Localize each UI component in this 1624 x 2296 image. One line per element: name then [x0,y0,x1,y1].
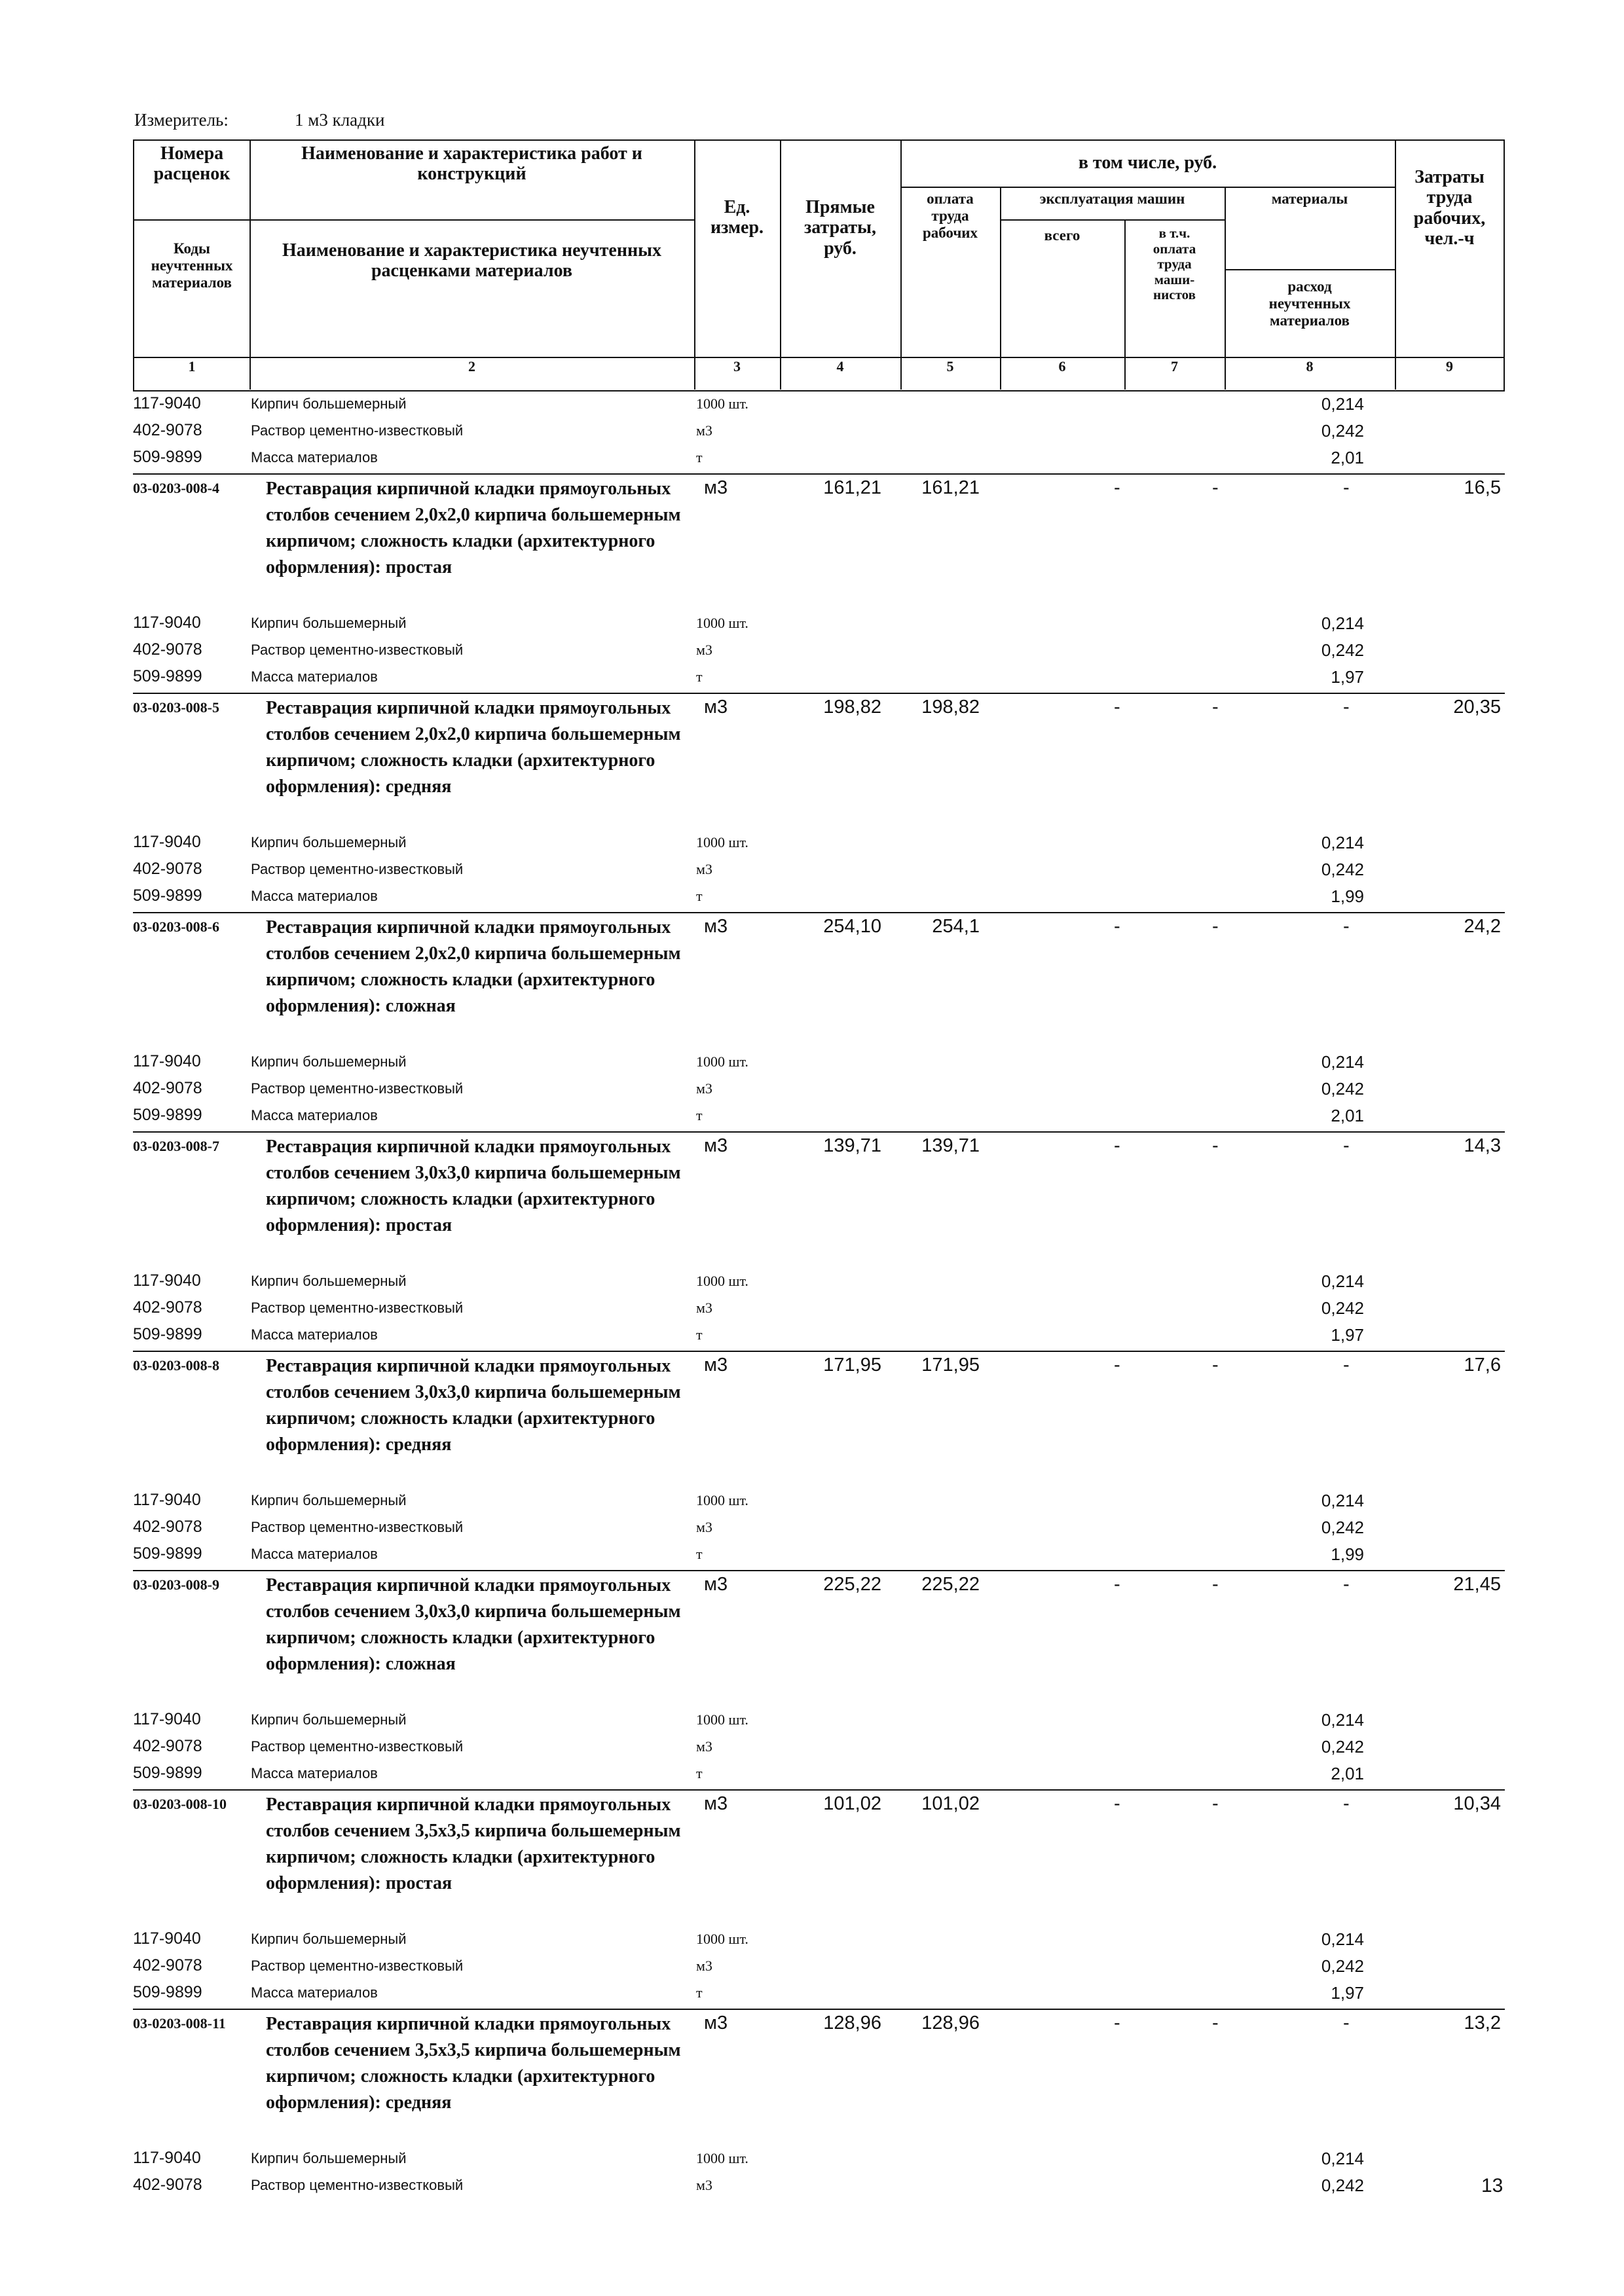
material-row [133,611,1505,638]
machines-total: - [1114,1574,1120,1595]
material-name: Масса материалов [251,449,378,465]
position-name: Реставрация кирпичной кладки прямоугольных столбов сечением 2,0x2,0 кирпича большемерным кирпичом; сложность кладки (архитектурного оформления): сложная [266,917,681,1016]
direct-costs: 254,10 [823,916,881,937]
material-row [133,857,1505,884]
position-code: 03-0203-008-11 [133,2015,226,2032]
material-consumption: 0,242 [1321,1737,1364,1757]
row-separator [133,473,1505,475]
wages: 171,95 [921,1355,980,1376]
material-name: Раствор цементно-известковый [251,1519,464,1535]
material-row [133,830,1505,857]
col-number: 4 [836,358,844,374]
position-code: 03-0203-008-5 [133,699,219,716]
labor-costs: 24,2 [1464,916,1501,937]
materials-cost: - [1343,1793,1350,1814]
machines-wages: - [1212,2013,1219,2033]
material-consumption: 0,242 [1321,421,1364,441]
direct-costs: 171,95 [823,1355,881,1376]
wages: 161,21 [921,477,980,498]
labor-costs: 16,5 [1464,477,1501,498]
material-name: Раствор цементно-известковый [251,1300,464,1316]
material-consumption: 0,214 [1321,613,1364,633]
material-unit: т [696,1107,703,1123]
machines-wages: - [1212,477,1219,498]
material-row [133,1707,1505,1734]
material-row [133,1734,1505,1761]
material-unit: т [696,1546,703,1562]
header-col1-top: Номера расценок [153,143,231,185]
material-unit: м3 [696,2177,712,2193]
material-consumption: 1,99 [1331,886,1364,906]
material-row [133,884,1505,911]
material-row [133,392,1505,418]
position-name: Реставрация кирпичной кладки прямоугольных столбов сечением 3,0x3,0 кирпича большемерным кирпичом; сложность кладки (архитектурного оформления): средняя [266,1356,681,1455]
position-name: Реставрация кирпичной кладки прямоугольных столбов сечением 3,5x3,5 кирпича большемерным кирпичом; сложность кладки (архитектурного оформления): простая [266,1795,681,1893]
position-unit: м3 [704,1574,728,1595]
material-name: Кирпич большемерный [251,395,407,412]
material-consumption: 0,214 [1321,1271,1364,1291]
material-code: 117-9040 [133,1929,201,1948]
header-wages: оплата труда рабочих [922,191,978,241]
meter-line [134,110,384,130]
header-labor: Затраты труда рабочих, чел.-ч [1413,167,1486,249]
labor-costs: 10,34 [1453,1793,1501,1814]
material-unit: 1000 шт. [696,1492,748,1508]
material-consumption: 0,242 [1321,1518,1364,1537]
material-row [133,1103,1505,1130]
material-code: 117-9040 [133,394,201,412]
material-consumption: 2,01 [1331,1764,1364,1783]
material-unit: 1000 шт. [696,1711,748,1728]
position-code: 03-0203-008-9 [133,1576,219,1593]
material-code: 402-9078 [133,860,202,878]
material-unit: м3 [696,1958,712,1974]
col-number: 3 [733,358,741,374]
position-unit: м3 [704,1135,728,1156]
position-unit: м3 [704,1355,728,1376]
material-unit: т [696,888,703,904]
material-code: 117-9040 [133,1710,201,1728]
material-row [133,1542,1505,1569]
position-row [133,915,1505,1049]
direct-costs: 225,22 [823,1574,881,1595]
col-number: 5 [946,358,954,374]
material-name: Масса материалов [251,1984,378,2001]
material-row [133,1269,1505,1296]
material-code: 402-9078 [133,1737,202,1755]
materials-cost: - [1343,477,1350,498]
machines-total: - [1114,477,1120,498]
material-unit: 1000 шт. [696,1053,748,1070]
material-unit: м3 [696,1519,712,1535]
material-code: 509-9899 [133,667,202,685]
position-row [133,1573,1505,1707]
material-name: Масса материалов [251,668,378,685]
machines-total: - [1114,2013,1120,2033]
material-name: Масса материалов [251,1546,378,1562]
labor-costs: 21,45 [1453,1574,1501,1595]
material-row [133,1296,1505,1322]
direct-costs: 161,21 [823,477,881,498]
material-code: 402-9078 [133,1298,202,1317]
material-consumption: 0,242 [1321,640,1364,660]
header-direct: Прямые затраты, руб. [803,197,877,259]
material-code: 402-9078 [133,421,202,439]
col-number: 7 [1171,358,1178,374]
material-code: 402-9078 [133,2176,202,2194]
position-code: 03-0203-008-6 [133,919,219,935]
material-consumption: 0,214 [1321,1052,1364,1072]
position-row [133,476,1505,611]
row-separator [133,2009,1505,2010]
material-consumption: 0,214 [1321,1710,1364,1730]
material-row [133,1049,1505,1076]
machines-total: - [1114,697,1120,718]
row-separator [133,1131,1505,1133]
material-name: Кирпич большемерный [251,2150,407,2166]
material-name: Кирпич большемерный [251,834,407,850]
material-consumption: 2,01 [1331,1106,1364,1125]
machines-wages: - [1212,1793,1219,1814]
material-name: Кирпич большемерный [251,1711,407,1728]
material-row [133,1761,1505,1788]
direct-costs: 198,82 [823,697,881,718]
material-name: Раствор цементно-известковый [251,1080,464,1097]
material-name: Кирпич большемерный [251,1931,407,1947]
header-incl: в том числе, руб. [1078,153,1217,173]
header-unit: Ед. измер. [710,197,764,238]
direct-costs: 139,71 [823,1135,881,1156]
material-code: 402-9078 [133,640,202,659]
position-row [133,695,1505,830]
material-name: Раствор цементно-известковый [251,422,464,439]
material-code: 509-9899 [133,1325,202,1343]
material-consumption: 0,214 [1321,394,1364,414]
machines-total: - [1114,1793,1120,1814]
materials-cost: - [1343,916,1350,937]
material-name: Кирпич большемерный [251,1053,407,1070]
material-unit: 1000 шт. [696,1273,748,1289]
machines-wages: - [1212,916,1219,937]
material-row [133,1515,1505,1542]
material-row [133,1076,1505,1103]
col-number: 1 [188,358,196,374]
position-code: 03-0203-008-8 [133,1357,219,1374]
labor-costs: 20,35 [1453,697,1501,718]
material-row [133,665,1505,691]
material-unit: 1000 шт. [696,834,748,850]
material-consumption: 0,242 [1321,1956,1364,1976]
material-row [133,2173,1505,2200]
material-code: 509-9899 [133,1764,202,1782]
wages: 101,02 [921,1793,980,1814]
machines-wages: - [1212,1574,1219,1595]
position-unit: м3 [704,697,728,718]
meter-label: Измеритель: [134,110,229,130]
position-row [133,1134,1505,1269]
material-code: 117-9040 [133,1052,201,1070]
position-row [133,1792,1505,1927]
material-code: 402-9078 [133,1079,202,1097]
material-unit: м3 [696,861,712,877]
material-name: Раствор цементно-известковый [251,642,464,658]
material-code: 402-9078 [133,1956,202,1975]
material-row [133,638,1505,665]
position-name: Реставрация кирпичной кладки прямоугольных столбов сечением 3,0x3,0 кирпича большемерным кирпичом; сложность кладки (архитектурного оформления): простая [266,1137,681,1235]
wages: 128,96 [921,2013,980,2033]
position-code: 03-0203-008-7 [133,1138,219,1154]
material-unit: т [696,1326,703,1343]
material-unit: т [696,668,703,685]
material-consumption: 0,242 [1321,2176,1364,2195]
material-row [133,418,1505,445]
material-name: Раствор цементно-известковый [251,1738,464,1755]
materials-cost: - [1343,1135,1350,1156]
wages: 198,82 [921,697,980,718]
material-name: Масса материалов [251,1107,378,1123]
material-code: 509-9899 [133,886,202,905]
material-name: Кирпич большемерный [251,1492,407,1508]
wages: 254,1 [932,916,980,937]
material-name: Раствор цементно-известковый [251,2177,464,2193]
material-name: Раствор цементно-известковый [251,1958,464,1974]
material-unit: т [696,1984,703,2001]
labor-costs: 14,3 [1464,1135,1501,1156]
machines-total: - [1114,1355,1120,1376]
page-number: 13 [1481,2175,1504,2196]
col-number: 6 [1058,358,1066,374]
position-unit: м3 [704,477,728,498]
material-unit: 1000 шт. [696,395,748,412]
material-code: 509-9899 [133,1106,202,1124]
position-unit: м3 [704,1793,728,1814]
position-name: Реставрация кирпичной кладки прямоугольных столбов сечением 2,0x2,0 кирпича большемерным кирпичом; сложность кладки (архитектурного оформления): простая [266,479,681,577]
material-row [133,1980,1505,2007]
meter-value: 1 м3 кладки [295,110,385,130]
material-consumption: 1,99 [1331,1544,1364,1564]
material-code: 117-9040 [133,1491,201,1509]
material-unit: м3 [696,1738,712,1755]
row-separator [133,1570,1505,1571]
material-name: Кирпич большемерный [251,615,407,631]
material-row [133,1488,1505,1515]
position-name: Реставрация кирпичной кладки прямоугольных столбов сечением 2,0x2,0 кирпича большемерным кирпичом; сложность кладки (архитектурного оформления): средняя [266,698,681,797]
material-unit: т [696,1765,703,1781]
material-row [133,1927,1505,1954]
material-code: 117-9040 [133,613,201,632]
row-separator [133,912,1505,913]
machines-wages: - [1212,697,1219,718]
material-consumption: 1,97 [1331,667,1364,687]
wages: 139,71 [921,1135,980,1156]
material-code: 509-9899 [133,1983,202,2001]
material-consumption: 0,242 [1321,1079,1364,1099]
machines-total: - [1114,916,1120,937]
direct-costs: 128,96 [823,2013,881,2033]
col-number: 8 [1306,358,1314,374]
direct-costs: 101,02 [823,1793,881,1814]
material-name: Масса материалов [251,1326,378,1343]
material-row [133,1322,1505,1349]
material-unit: т [696,449,703,465]
material-consumption: 1,97 [1331,1983,1364,2003]
material-consumption: 0,214 [1321,2149,1364,2168]
material-name: Масса материалов [251,1765,378,1781]
material-unit: м3 [696,1080,712,1097]
material-code: 117-9040 [133,2149,201,2167]
material-unit: м3 [696,422,712,439]
material-row [133,1954,1505,1980]
material-row [133,2146,1505,2173]
machines-wages: - [1212,1135,1219,1156]
position-unit: м3 [704,916,728,937]
col-number: 2 [468,358,475,374]
machines-wages: - [1212,1355,1219,1376]
material-consumption: 0,214 [1321,1491,1364,1510]
material-consumption: 0,214 [1321,1929,1364,1949]
material-consumption: 0,214 [1321,833,1364,852]
position-code: 03-0203-008-4 [133,480,219,496]
wages: 225,22 [921,1574,980,1595]
material-consumption: 1,97 [1331,1325,1364,1345]
material-name: Кирпич большемерный [251,1273,407,1289]
row-separator [133,693,1505,694]
header-machines: эксплуатация машин [1039,191,1185,207]
position-unit: м3 [704,2013,728,2033]
position-name: Реставрация кирпичной кладки прямоугольных столбов сечением 3,0x3,0 кирпича большемерным кирпичом; сложность кладки (архитектурного оформления): сложная [266,1575,681,1674]
material-code: 117-9040 [133,833,201,851]
material-code: 509-9899 [133,1544,202,1563]
header-materials-consumption: расход неучтенных материалов [1268,278,1351,329]
labor-costs: 13,2 [1464,2013,1501,2033]
material-unit: 1000 шт. [696,615,748,631]
material-consumption: 2,01 [1331,448,1364,467]
header-materials: материалы [1271,191,1348,207]
material-unit: 1000 шт. [696,1931,748,1947]
machines-total: - [1114,1135,1120,1156]
header-col2-bottom: Наименование и характеристика неучтенных расценками материалов [282,240,661,282]
materials-cost: - [1343,1355,1350,1376]
material-name: Раствор цементно-известковый [251,861,464,877]
labor-costs: 17,6 [1464,1355,1501,1376]
material-code: 509-9899 [133,448,202,466]
position-row [133,2011,1505,2146]
material-unit: м3 [696,1300,712,1316]
material-consumption: 0,242 [1321,860,1364,879]
position-row [133,1353,1505,1488]
material-consumption: 0,242 [1321,1298,1364,1318]
material-unit: м3 [696,642,712,658]
header-col2-top: Наименование и характеристика работ и конструкций [301,143,642,185]
table-header [133,139,1505,392]
position-name: Реставрация кирпичной кладки прямоугольных столбов сечением 3,5x3,5 кирпича большемерным кирпичом; сложность кладки (архитектурного оформления): средняя [266,2014,681,2113]
material-code: 117-9040 [133,1271,201,1290]
material-name: Масса материалов [251,888,378,904]
position-code: 03-0203-008-10 [133,1796,227,1812]
header-machines-wages: в т.ч. оплата труда маши- нистов [1153,225,1196,303]
material-code: 402-9078 [133,1518,202,1536]
row-separator [133,1789,1505,1791]
materials-cost: - [1343,1574,1350,1595]
material-unit: 1000 шт. [696,2150,748,2166]
materials-cost: - [1343,2013,1350,2033]
header-machines-total: всего [1044,227,1080,244]
col-number: 9 [1446,358,1453,374]
materials-cost: - [1343,697,1350,718]
row-separator [133,1351,1505,1352]
header-col1-bottom: Коды неучтенных материалов [151,240,233,291]
material-row [133,445,1505,472]
